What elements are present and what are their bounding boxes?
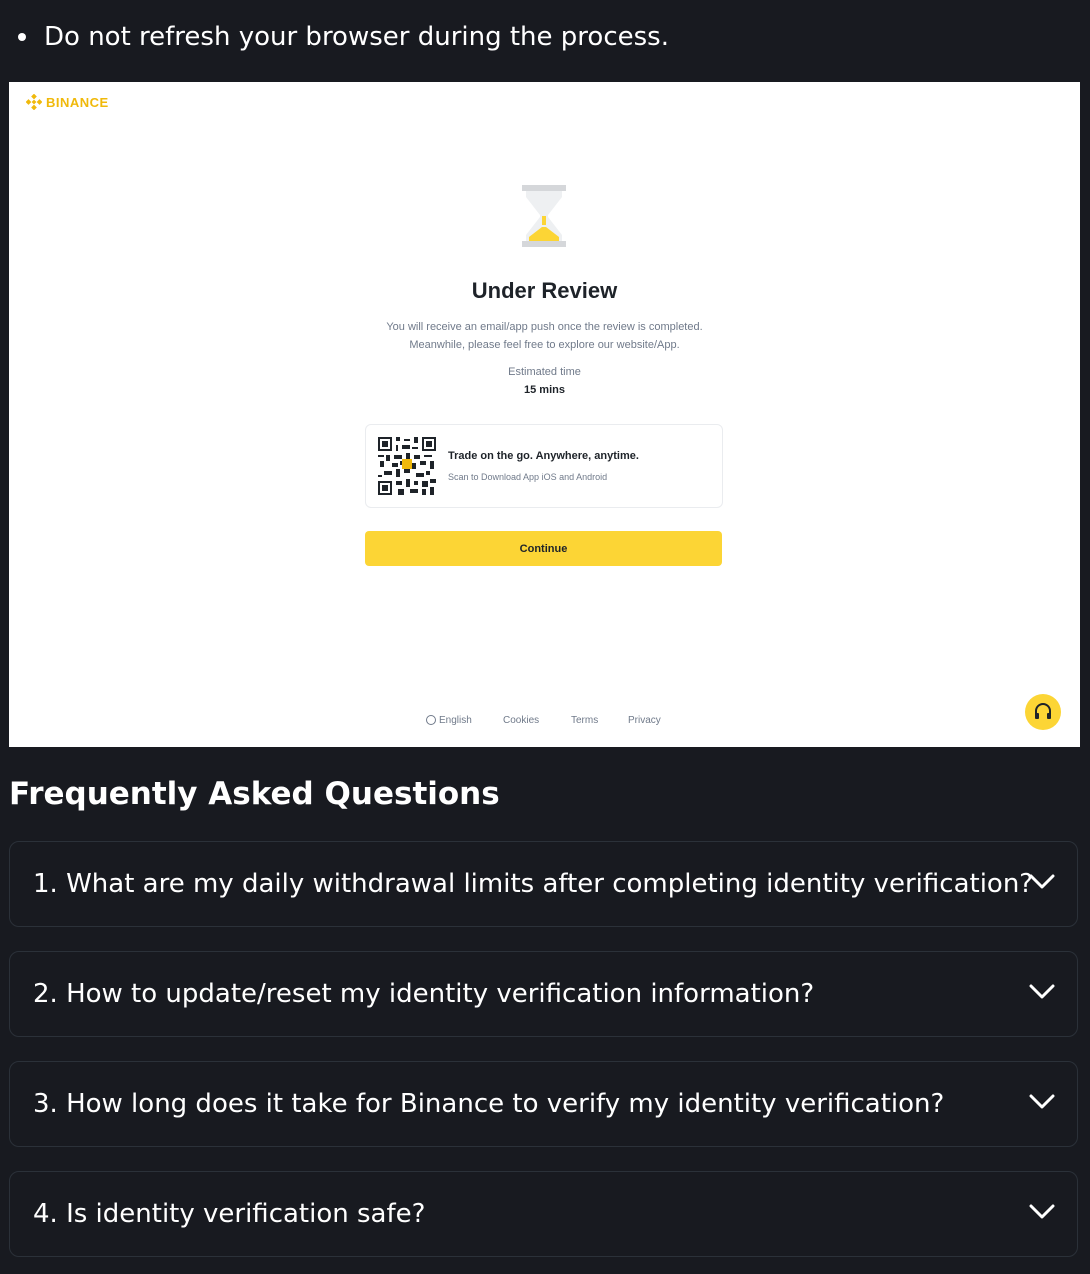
- review-title: Under Review: [471, 278, 618, 303]
- hourglass-icon: [521, 185, 567, 247]
- faq-item[interactable]: [9, 951, 1078, 1037]
- qr-code-icon[interactable]: [378, 437, 436, 495]
- language-selector[interactable]: [426, 715, 472, 726]
- estimated-time-value: 15 mins: [524, 384, 565, 396]
- description-line-1: You will receive an email/app push once the review is completed.: [386, 321, 703, 333]
- bullet-icon: [18, 33, 26, 41]
- description-line-2: Meanwhile, please feel free to explore our website/App.: [409, 339, 680, 351]
- footer-link-terms[interactable]: Terms: [571, 715, 599, 726]
- chevron-down-icon: [1029, 873, 1055, 891]
- footer-link-cookies[interactable]: Cookies: [503, 715, 540, 726]
- review-description: [9, 318, 1080, 354]
- binance-logo-icon: [26, 94, 42, 110]
- app-card-title: Trade on the go. Anywhere, anytime.: [448, 450, 639, 462]
- continue-button[interactable]: Continue: [365, 531, 722, 566]
- brand-name: BINANCE: [46, 94, 109, 110]
- app-download-card: [365, 424, 723, 508]
- footer-link-privacy[interactable]: Privacy: [628, 715, 661, 726]
- globe-icon: [426, 715, 436, 725]
- faq-question: 2. How to update/reset my identity verification information?: [33, 979, 815, 1009]
- faq-item[interactable]: [9, 1171, 1078, 1257]
- binance-logo: [26, 94, 109, 110]
- faq-question: 1. What are my daily withdrawal limits after completing identity verification?: [33, 869, 1034, 899]
- headset-icon: [1033, 702, 1053, 722]
- chevron-down-icon: [1029, 983, 1055, 1001]
- faq-item[interactable]: [9, 841, 1078, 927]
- estimated-time-label: Estimated time: [508, 366, 581, 378]
- support-button[interactable]: [1025, 694, 1061, 730]
- faq-heading: Frequently Asked Questions: [9, 776, 500, 812]
- notice-text: Do not refresh your browser during the process.: [44, 22, 669, 52]
- chevron-down-icon: [1029, 1203, 1055, 1221]
- embedded-screenshot: [9, 82, 1080, 747]
- language-label: English: [439, 715, 472, 726]
- faq-question: 4. Is identity verification safe?: [33, 1199, 426, 1229]
- faq-question: 3. How long does it take for Binance to verify my identity verification?: [33, 1089, 945, 1119]
- faq-item[interactable]: [9, 1061, 1078, 1147]
- chevron-down-icon: [1029, 1093, 1055, 1111]
- notice: [18, 22, 669, 52]
- app-card-subtitle: Scan to Download App iOS and Android: [448, 472, 608, 482]
